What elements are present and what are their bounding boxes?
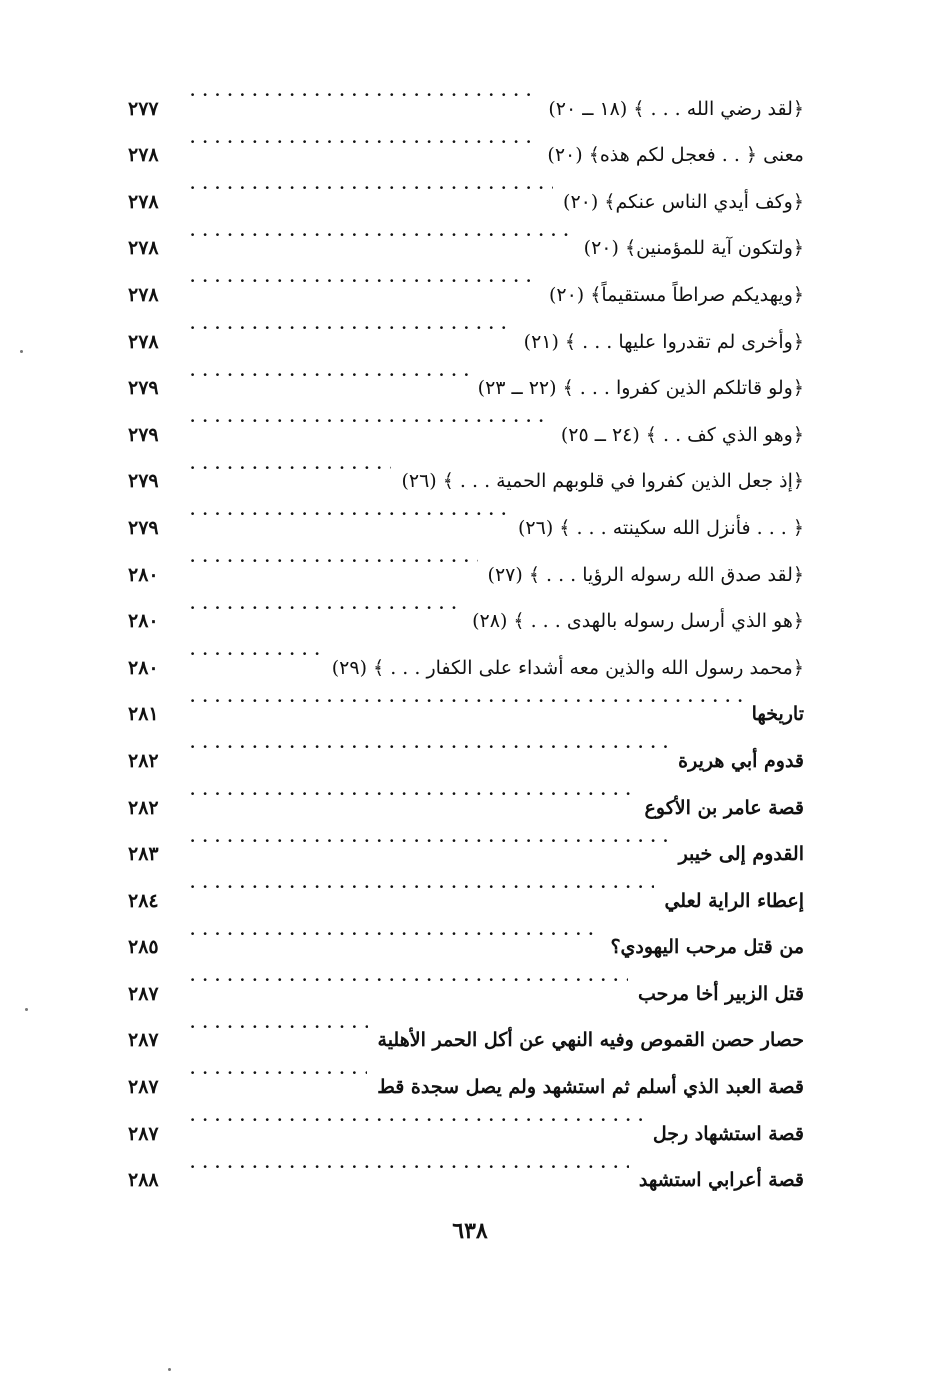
dot-leader (190, 1046, 367, 1093)
toc-entry-title: ﴿وأخرى لم تقدروا عليها . . . ﴾ (٢١) (523, 330, 804, 353)
toc-page-number: ٢٧٩ (128, 516, 159, 539)
toc-entry-title: قصة عامر بن الأكوع (644, 796, 804, 819)
toc-entry-title: تاريخها (751, 703, 804, 726)
dot-leader (190, 161, 553, 208)
dot-leader (190, 301, 514, 348)
toc-page-number: ٢٨٢ (128, 796, 159, 819)
dot-leader (190, 953, 628, 1000)
dot-leader (190, 68, 538, 115)
toc-page-number: ٢٧٩ (128, 377, 159, 400)
dot-leader (190, 441, 391, 488)
dot-leader (190, 1000, 368, 1047)
toc-entry-title: ﴿إذ جعل الذين كفروا في قلوبهم الحمية . . . ﴾ (٢٦) (401, 470, 804, 493)
dot-leader (190, 627, 322, 674)
toc-page-number: ٢٨٧ (128, 982, 159, 1005)
toc-page-number: ٢٨٤ (128, 889, 159, 912)
toc-page-number: ٢٨٠ (128, 610, 159, 633)
dot-leader (190, 767, 635, 814)
toc-page-number: ٢٨١ (128, 703, 159, 726)
toc-page-number: ٢٧٨ (128, 237, 159, 260)
dot-leader (190, 115, 537, 162)
toc-entry-title: ﴿هو الذي أرسل رسوله بالهدى . . . ﴾ (٢٨) (472, 610, 804, 633)
dot-leader (190, 1093, 643, 1140)
toc-row (128, 68, 804, 120)
toc-entry-title: إعطاء الراية لعلي (664, 889, 804, 912)
toc-entry-title: ﴿لقد صدق الله رسوله الرؤيا . . . ﴾ (٢٧) (487, 563, 804, 586)
toc-row (128, 720, 804, 772)
toc-entry-title: حصار حصن القموص وفيه النهي عن أكل الحمر الأهلية (377, 1029, 804, 1052)
toc-page-number: ٢٨٧ (128, 1076, 159, 1099)
toc-page-number: ٢٧٩ (128, 423, 159, 446)
toc-entry-title: ﴿محمد رسول الله والذين معه أشداء على الكفار . . . ﴾ (٢٩) (331, 656, 804, 679)
toc-page-number: ٢٨٨ (128, 1169, 159, 1192)
dot-leader (190, 674, 742, 721)
toc-entry-title: قصة أعرابي استشهد (638, 1169, 804, 1192)
scan-speck (25, 1008, 28, 1011)
toc-entry-title: معنى ﴿ . . فعجل لكم هذه﴾ (٢٠) (547, 144, 804, 167)
toc-page-number: ٢٨٣ (128, 843, 159, 866)
dot-leader (190, 254, 539, 301)
page-number-footer: ٦٣٨ (452, 1218, 488, 1244)
dot-leader (190, 581, 462, 628)
toc-page-number: ٢٧٨ (128, 144, 159, 167)
toc-entry-title: القدوم إلى خيبر (678, 843, 804, 866)
toc-page-number: ٢٨٧ (128, 1122, 159, 1145)
toc-entry-title: ﴿ولو قاتلكم الذين كفروا . . . ﴾ (٢٢ ــ ٢٣) (477, 377, 804, 400)
toc-page-number: ٢٨٥ (128, 936, 159, 959)
toc-entry-title: قتل الزبير أخا مرحب (638, 982, 804, 1005)
toc-page-number: ٢٨٠ (128, 656, 159, 679)
toc-page-number: ٢٨٧ (128, 1029, 159, 1052)
toc-entry-title: ﴿وهو الذي كف . . ﴾ (٢٤ ــ ٢٥) (560, 423, 804, 446)
dot-leader (190, 814, 669, 861)
toc-entry-title: قصة العبد الذي أسلم ثم استشهد ولم يصل سجدة قط (377, 1076, 804, 1099)
toc-page-number: ٢٨٢ (128, 749, 159, 772)
toc-page-number: ٢٧٧ (128, 97, 159, 120)
toc-page-number: ٢٧٨ (128, 283, 159, 306)
toc-entry-title: ﴿ . . . فأنزل الله سكينته . . . ﴾ (٢٦) (518, 516, 804, 539)
toc-row (128, 674, 804, 726)
toc-entry-title: من قتل مرحب اليهودي؟ (610, 936, 804, 959)
dot-leader (190, 487, 508, 534)
dot-leader (190, 394, 551, 441)
toc-entry-title: قصة استشهاد رجل (652, 1122, 804, 1145)
dot-leader (190, 208, 574, 255)
toc-page-number: ٢٧٩ (128, 470, 159, 493)
toc-entry-title: ﴿لقد رضي الله . . . ﴾ (١٨ ــ ٢٠) (548, 97, 804, 120)
dot-leader (190, 1140, 629, 1187)
toc-entry-title: قدوم أبي هريرة (678, 749, 804, 772)
toc-entry-title: ﴿ولتكون آية للمؤمنين﴾ (٢٠) (583, 237, 804, 260)
toc-entry-title: ﴿ويهديكم صراطاً مستقيماً﴾ (٢٠) (548, 283, 804, 306)
dot-leader (190, 860, 654, 907)
scan-speck (168, 1368, 171, 1371)
scan-speck (20, 350, 23, 353)
toc-page-number: ٢٧٨ (128, 190, 159, 213)
toc-page-number: ٢٧٨ (128, 330, 159, 353)
dot-leader (190, 534, 478, 581)
dot-leader (190, 907, 600, 954)
dot-leader (190, 348, 468, 395)
toc-page-number: ٢٨٠ (128, 563, 159, 586)
table-of-contents (128, 68, 804, 1192)
dot-leader (190, 720, 668, 767)
toc-entry-title: ﴿وكف أيدي الناس عنكم﴾ (٢٠) (563, 190, 804, 213)
